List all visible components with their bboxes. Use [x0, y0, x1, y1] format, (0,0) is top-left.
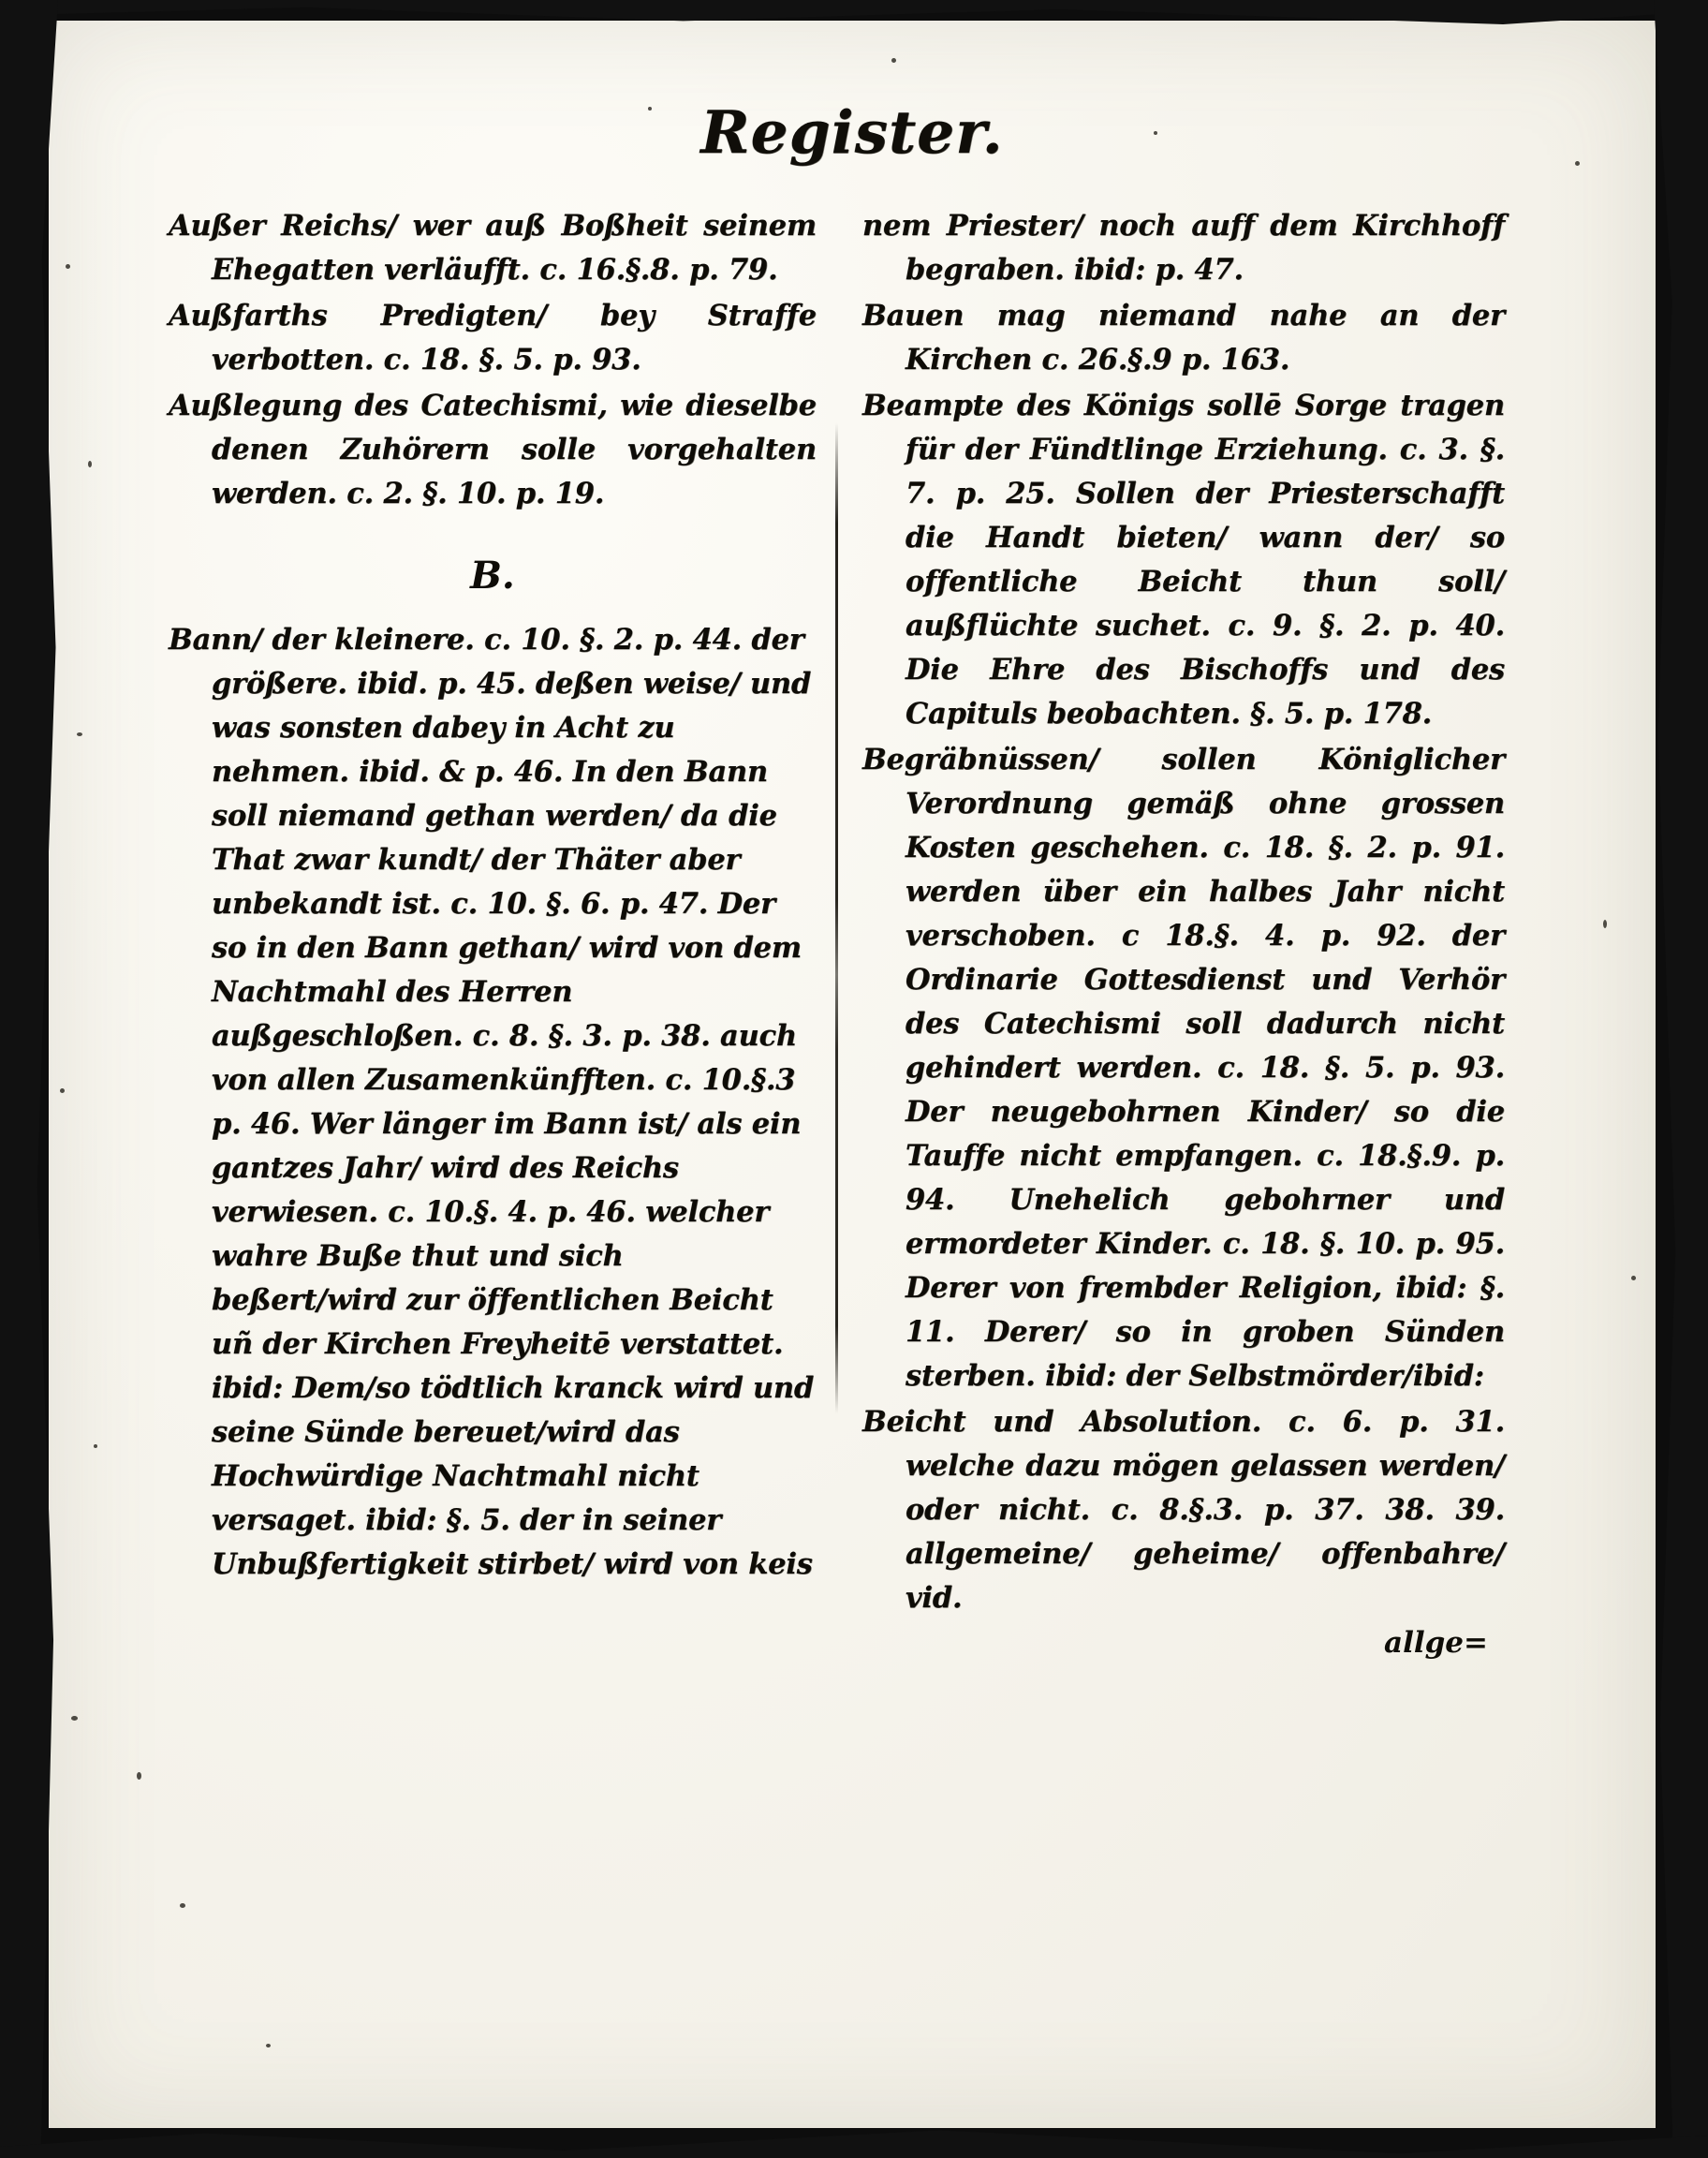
section-letter-heading: B.	[470, 554, 515, 598]
scan-speck	[1631, 1276, 1636, 1280]
index-entry: nem Priester/ noch auff dem Kirchhoff begraben. ibid: p. 47.	[862, 209, 1505, 287]
index-entry: Bann/ der kleinere. c. 10. §. 2. p. 44. der größere. ibid. p. 45. deßen weise/ und was sonsten dabey in Acht zu nehmen. ibid. & p. 46. In den Bann soll niemand gethan werden/ da die That zwar kundt/ der Thäter aber unbekandt ist. c. 10. §. 6. p. 47. Der so in den Bann gethan/ wird von dem Nachtmahl des Herren außgeschloßen. c. 8. §. 3. p. 38. auch von allen Zusamenkünfften. c. 10.§.3 p. 46. Wer länger im Bann ist/ als ein gantzes Jahr/ wird des Reichs verwiesen. c. 10.§. 4. p. 46. welcher wahre Buße thut und sich beßert/wird zur öffentlichen Beicht uñ der Kirchen Freyheitē verstattet. ibid: Dem/so tödtlich kranck wird und seine Sünde bereuet/wird das Hochwürdige Nachtmahl nicht versaget. ibid: §. 5. der in seiner Unbußfertigkeit stirbet/ wird von keis	[169, 623, 815, 1581]
scan-speck	[71, 1716, 78, 1721]
scan-edge-right	[1654, 0, 1708, 2158]
index-entry: Außer Reichs/ wer auß Boßheit seinem Ehegatten verläufft. c. 16.§.8. p. 79.	[169, 209, 817, 287]
scan-speck	[94, 1444, 97, 1448]
page-title: Register.	[700, 97, 1004, 167]
index-entry: Außlegung des Catechismi, wie dieselbe denen Zuhörern solle vorgehalten werden. c. 2. §. 10. p. 19.	[169, 389, 817, 510]
scan-speck	[77, 732, 82, 736]
column-right	[838, 204, 1505, 1689]
index-entry: Bauen mag niemand nahe an der Kirchen c. 26.§.9 p. 163.	[862, 299, 1505, 377]
scan-speck	[266, 2044, 271, 2047]
index-entry: Beampte des Königs sollē Sorge tragen für der Fündtlinge Erziehung. c. 3. §. 7. p. 25. Sollen der Priesterschafft die Handt bieten/ wann der/ so offentliche Beicht thun soll/ außflüchte suchet. c. 9. §. 2. p. 40. Die Ehre des Bischoffs und des Capituls beobachten. §. 5. p. 178.	[862, 389, 1505, 731]
scan-speck	[137, 1772, 141, 1780]
paper-leaf	[49, 21, 1656, 2128]
scan-speck	[88, 461, 92, 467]
index-entry: Außfarths Predigten/ bey Straffe verbotten. c. 18. §. 5. p. 93.	[169, 299, 817, 377]
index-entry: Beicht und Absolution. c. 6. p. 31. welche dazu mögen gelassen werden/ oder nicht. c. 8.§.3. p. 37. 38. 39. allgemeine/ geheime/ offenbahre/ vid.	[862, 1405, 1505, 1615]
index-entry: Begräbnüssen/ sollen Königlicher Verordnung gemäß ohne grossen Kosten geschehen. c. 18. §. 2. p. 91. werden über ein halbes Jahr nicht verschoben. c 18.§. 4. p. 92. der Ordinarie Gottesdienst und Verhör des Catechismi soll dadurch nicht gehindert werden. c. 18. §. 5. p. 93. Der neugebohrnen Kinder/ so die Tauffe nicht empfangen. c. 18.§.9. p. 94. Unehelich gebohrner und ermordeter Kinder. c. 18. §. 10. p. 95. Derer von frembder Religion, ibid: §. 11. Derer/ so in groben Sünden sterben. ibid: der Selbstmörder/ibid:	[862, 743, 1505, 1393]
text-body	[169, 204, 1568, 1689]
page-header	[49, 97, 1656, 167]
scan-speck	[1603, 920, 1607, 928]
column-left	[169, 204, 835, 1589]
scan-speck	[180, 1903, 185, 1908]
catchword: allge=	[1383, 1626, 1488, 1660]
scan-speck	[60, 1088, 65, 1093]
scan-speck	[891, 58, 896, 63]
scan-speck	[66, 264, 70, 269]
